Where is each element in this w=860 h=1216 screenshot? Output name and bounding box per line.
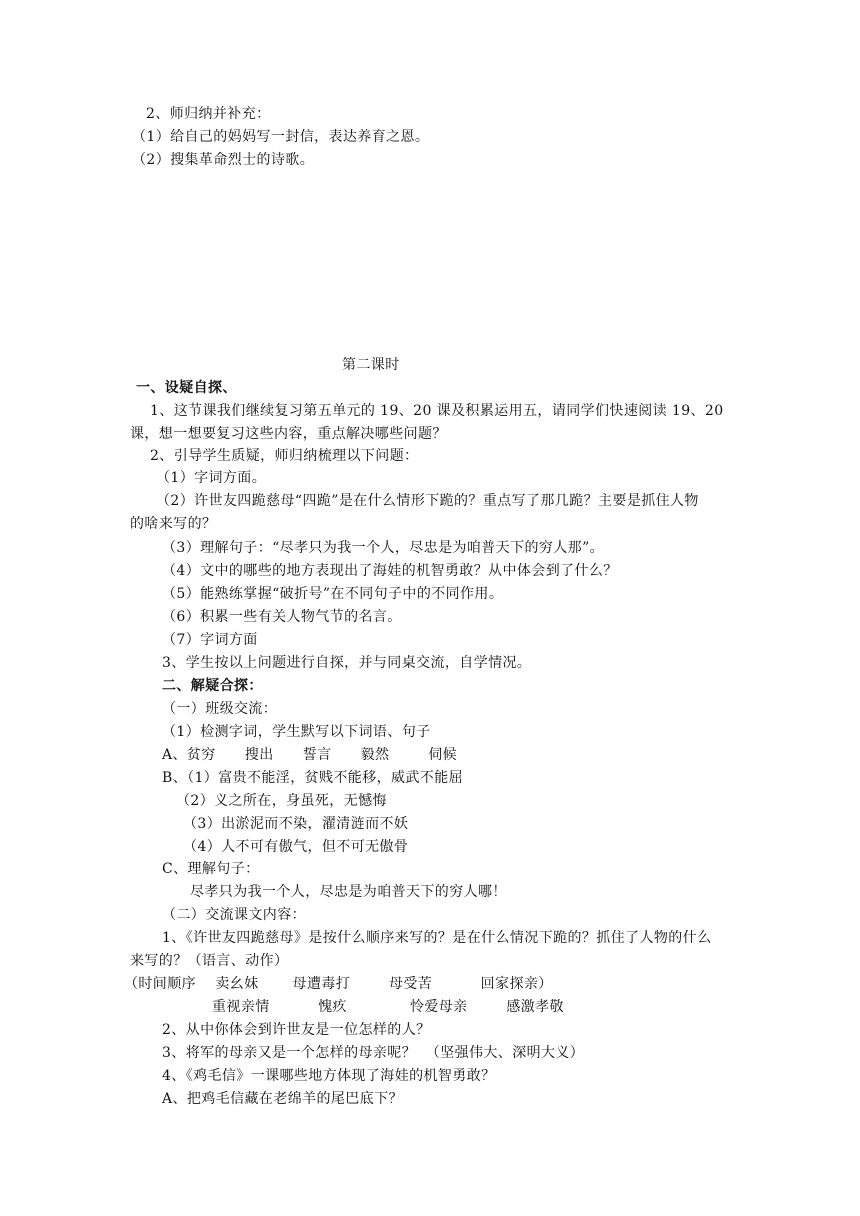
summary-line: 2、师归纳并补充： bbox=[146, 106, 271, 122]
sentence-text: 尽孝只为我一个人，尽忠是为咱普天下的穷人哪！ bbox=[190, 884, 507, 900]
quote-2: （2）义之所在，身虽死，无憾悔 bbox=[176, 793, 387, 809]
quote-4: （4）人不可有傲气，但不可无傲骨 bbox=[183, 839, 409, 855]
quote-3: （3）出淤泥而不染，濯清涟而不妖 bbox=[183, 816, 409, 832]
paragraph-1a: 1、这节课我们继续复习第五单元的 19、20 课及积累运用五，请同学们快速阅读 19、20 bbox=[150, 403, 724, 419]
topic-2: 2、从中你体会到许世友是一位怎样的人？ bbox=[162, 1022, 431, 1038]
question-3: （3）理解句子：“尽孝只为我一个人，尽忠是为咱普天下的穷人那”。 bbox=[162, 540, 605, 556]
question-7: （7）字词方面 bbox=[162, 632, 258, 648]
sequence-line: （时间顺序 卖幺妹 母遭毒打 母受苦 回家探亲） bbox=[124, 976, 553, 992]
paragraph-3: 3、学生按以上问题进行自探，并与同桌交流，自学情况。 bbox=[162, 655, 532, 671]
question-2a: （2）许世友四跪慈母“四跪”是在什么情形下跪的？重点写了那几跪？主要是抓住人物 bbox=[156, 493, 699, 509]
question-4: （4）文中的哪些的地方表现出了海娃的机智勇敢？从中体会到了什么？ bbox=[162, 563, 618, 579]
question-2b: 的啥来写的？ bbox=[130, 516, 217, 532]
topic-1b: 来写的？（语言、动作） bbox=[130, 953, 289, 969]
vocab-line: A、贫穷 搜出 誓言 毅然 伺候 bbox=[162, 747, 458, 763]
subheading-1: （一）班级交流： bbox=[162, 701, 278, 717]
quote-1: B、（1）富贵不能淫，贫贱不能移，威武不能屈 bbox=[162, 770, 463, 786]
paragraph-1b: 课，想一想要复习这些内容，重点解决哪些问题？ bbox=[130, 426, 447, 442]
summary-item-1: （1）给自己的妈妈写一封信，表达养育之恩。 bbox=[132, 129, 430, 145]
summary-item-2: （2）搜集革命烈士的诗歌。 bbox=[132, 152, 315, 168]
topic-1a: 1、《许世友四跪慈母》是按什么顺序来写的？是在什么情况下跪的？抓住了人物的什么 bbox=[162, 930, 712, 946]
question-5: （5）能熟练掌握“破折号”在不同句子中的不同作用。 bbox=[162, 586, 504, 602]
topic-4: 4、《鸡毛信》一课哪些地方体现了海娃的机智勇敢？ bbox=[162, 1068, 496, 1084]
sentence-label: C、理解句子： bbox=[162, 861, 260, 877]
lesson-title: 第二课时 bbox=[342, 357, 400, 373]
question-6: （6）积累一些有关人物气节的名言。 bbox=[162, 609, 402, 625]
section-heading-2: 二、解疑合探： bbox=[162, 678, 263, 694]
emotion-line: 重视亲情 愧疚 怜爱母亲 感激孝敬 bbox=[212, 999, 564, 1015]
paragraph-2: 2、引导学生质疑，师归纳梳理以下问题： bbox=[150, 448, 419, 464]
item-1: （1）检测字词，学生默写以下词语、句子 bbox=[162, 724, 431, 740]
topic-3: 3、将军的母亲又是一个怎样的母亲呢？ （坚强伟大、深明大义） bbox=[162, 1045, 585, 1061]
subheading-2: （二）交流课文内容： bbox=[162, 907, 306, 923]
question-1: （1）字词方面。 bbox=[156, 470, 267, 486]
section-heading-1: 一、设疑自探、 bbox=[136, 380, 237, 396]
topic-4a: A、把鸡毛信藏在老绵羊的尾巴底下？ bbox=[162, 1091, 403, 1107]
